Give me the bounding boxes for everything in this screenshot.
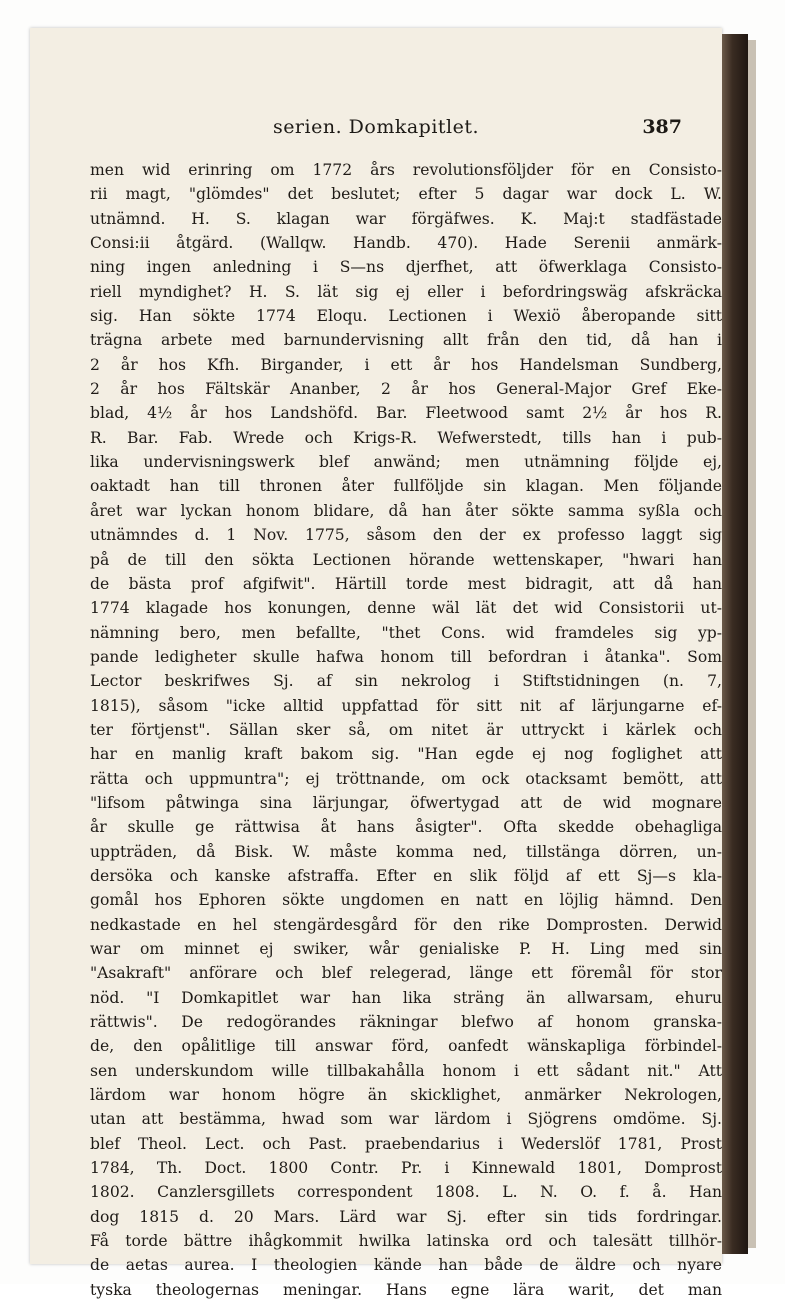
page-header [60,116,692,146]
text-line: Få torde bättre ihågkommit hwilka latinska ord och talesätt tillhör- [90,1232,722,1251]
text-line: 1774 klagade hos konungen, denne wäl lät det wid Consistorii ut- [90,599,722,618]
text-line: "Asakraft" anförare och blef relegerad, länge ett föremål för stor [90,964,722,983]
text-line: utnämnd. H. S. klagan war förgäfwes. K. Maj:t stadfästade [90,209,722,228]
text-line: rättwis". De redogörandes räkningar blefwo af honom granska- [90,1013,722,1032]
text-line: trägna arbete med barnundervisning allt från den tid, då han i [90,331,722,350]
text-line: men wid erinring om 1772 års revolutionsföljder för en Consisto- [90,161,722,179]
text-line: har en manlig kraft bakom sig. "Han egde ej nog foglighet att [90,745,722,764]
text-line: nöd. "I Domkapitlet war han lika sträng än allwarsam, ehuru [90,988,722,1007]
text-line: gomål hos Ephoren sökte ungdomen en natt en löjlig hämnd. Den [90,891,722,910]
text-line: de bästa prof afgifwit". Härtill torde mest bidragit, att då han [90,574,722,593]
text-line: rii magt, "glömdes" det beslutet; efter 5 dagar war dock L. W. [90,185,722,204]
page-number: 387 [642,116,682,138]
text-line: lärdom war honom högre än skicklighet, anmärker Nekrologen, [90,1086,722,1105]
text-line: nedkastade en hel stengärdesgård för den rike Domprosten. Derwid [90,915,722,934]
body-text [90,158,722,1302]
text-line: de aetas aurea. I theologien kände han både de äldre och nyare [90,1256,722,1275]
text-line: 1784, Th. Doct. 1800 Contr. Pr. i Kinnewald 1801, Domprost [90,1159,722,1178]
book-binding [722,34,748,1254]
text-line: riell myndighet? H. S. lät sig ej eller i befordringswäg afskräcka [90,282,722,301]
text-line: 2 år hos Fältskär Ananber, 2 år hos General-Major Gref Eke- [90,380,722,399]
text-line: war om minnet ej swiker, wår genialiske P. H. Ling med sin [90,940,722,958]
text-line: blad, 4½ år hos Landshöfd. Bar. Fleetwood samt 2½ år hos R. [90,404,722,423]
text-line: rätta och uppmuntra"; ej tröttnande, om ock otacksamt bemött, att [90,769,722,788]
text-line: ter förtjenst". Sällan sker så, om nitet är uttryckt i kärlek och [90,720,722,739]
text-line: år skulle ge rättwisa åt hans åsigter". Ofta skedde obehagliga [90,818,722,837]
text-line: på de till den sökta Lectionen hörande wettenskaper, "hwari han [90,550,722,569]
text-line: oaktadt han till thronen åter fullföljde sin klagan. Men följande [90,477,722,496]
text-line: dersöka och kanske afstraffa. Efter en slik följd af ett Sj—s kla- [90,866,722,885]
text-line: nämning bero, men befallte, "thet Cons. wid framdeles sig yp- [90,623,722,642]
text-line: de, den opålitlige till answar förd, oanfedt wänskapliga förbindel- [90,1037,722,1056]
text-line: blef Theol. Lect. och Past. praebendarius i Wederslöf 1781, Prost [90,1134,722,1153]
binding-edge [748,40,756,1248]
text-line: 2 år hos Kfh. Birgander, i ett år hos Handelsman Sundberg, [90,355,722,374]
text-line: lika undervisningswerk blef anwänd; men utnämning följde ej, [90,453,722,472]
text-line: utnämndes d. 1 Nov. 1775, såsom den der ex professo laggt sig [90,526,722,545]
text-line: sen underskundom wille tillbakahålla honom i ett sådant nit." Att [90,1061,722,1080]
text-line: pande ledigheter skulle hafwa honom till befordran i åtanka". Som [90,647,722,666]
text-line: ning ingen anledning i S—ns djerfhet, att öfwerklaga Consisto- [90,258,722,277]
text-line: 1815), såsom "icke alltid uppfattad för sitt nit af lärjungarne ef- [90,696,722,715]
text-line: utan att bestämma, hwad som war lärdom i Sjögrens omdöme. Sj. [90,1110,722,1129]
running-head: serien. Domkapitlet. [272,116,480,138]
text-line: "lifsom påtwinga sina lärjungar, öfwertygad att de wid mognare [90,793,722,812]
page-content [30,28,722,1299]
text-line: dog 1815 d. 20 Mars. Lärd war Sj. efter sin tids fordringar. [90,1207,722,1226]
text-line: sig. Han sökte 1774 Eloqu. Lectionen i Wexiö åberopande sitt [90,307,722,326]
text-line: uppträden, då Bisk. W. måste komma ned, tillstänga dörren, un- [90,842,722,861]
text-line: året war lyckan honom blidare, då han åter sökte samma syßla och [90,501,722,520]
text-line: R. Bar. Fab. Wrede och Krigs-R. Wefwerstedt, tills han i pub- [90,428,722,447]
text-line: Consi:ii åtgärd. (Wallqw. Handb. 470). Hade Serenii anmärk- [90,234,722,253]
text-line: tyska theologernas meningar. Hans egne lära warit, det man [90,1280,722,1299]
text-line: Lector beskrifwes Sj. af sin nekrolog i Stiftstidningen (n. 7, [90,672,722,691]
text-line: 1802. Canzlersgillets correspondent 1808. L. N. O. f. å. Han [90,1183,722,1202]
